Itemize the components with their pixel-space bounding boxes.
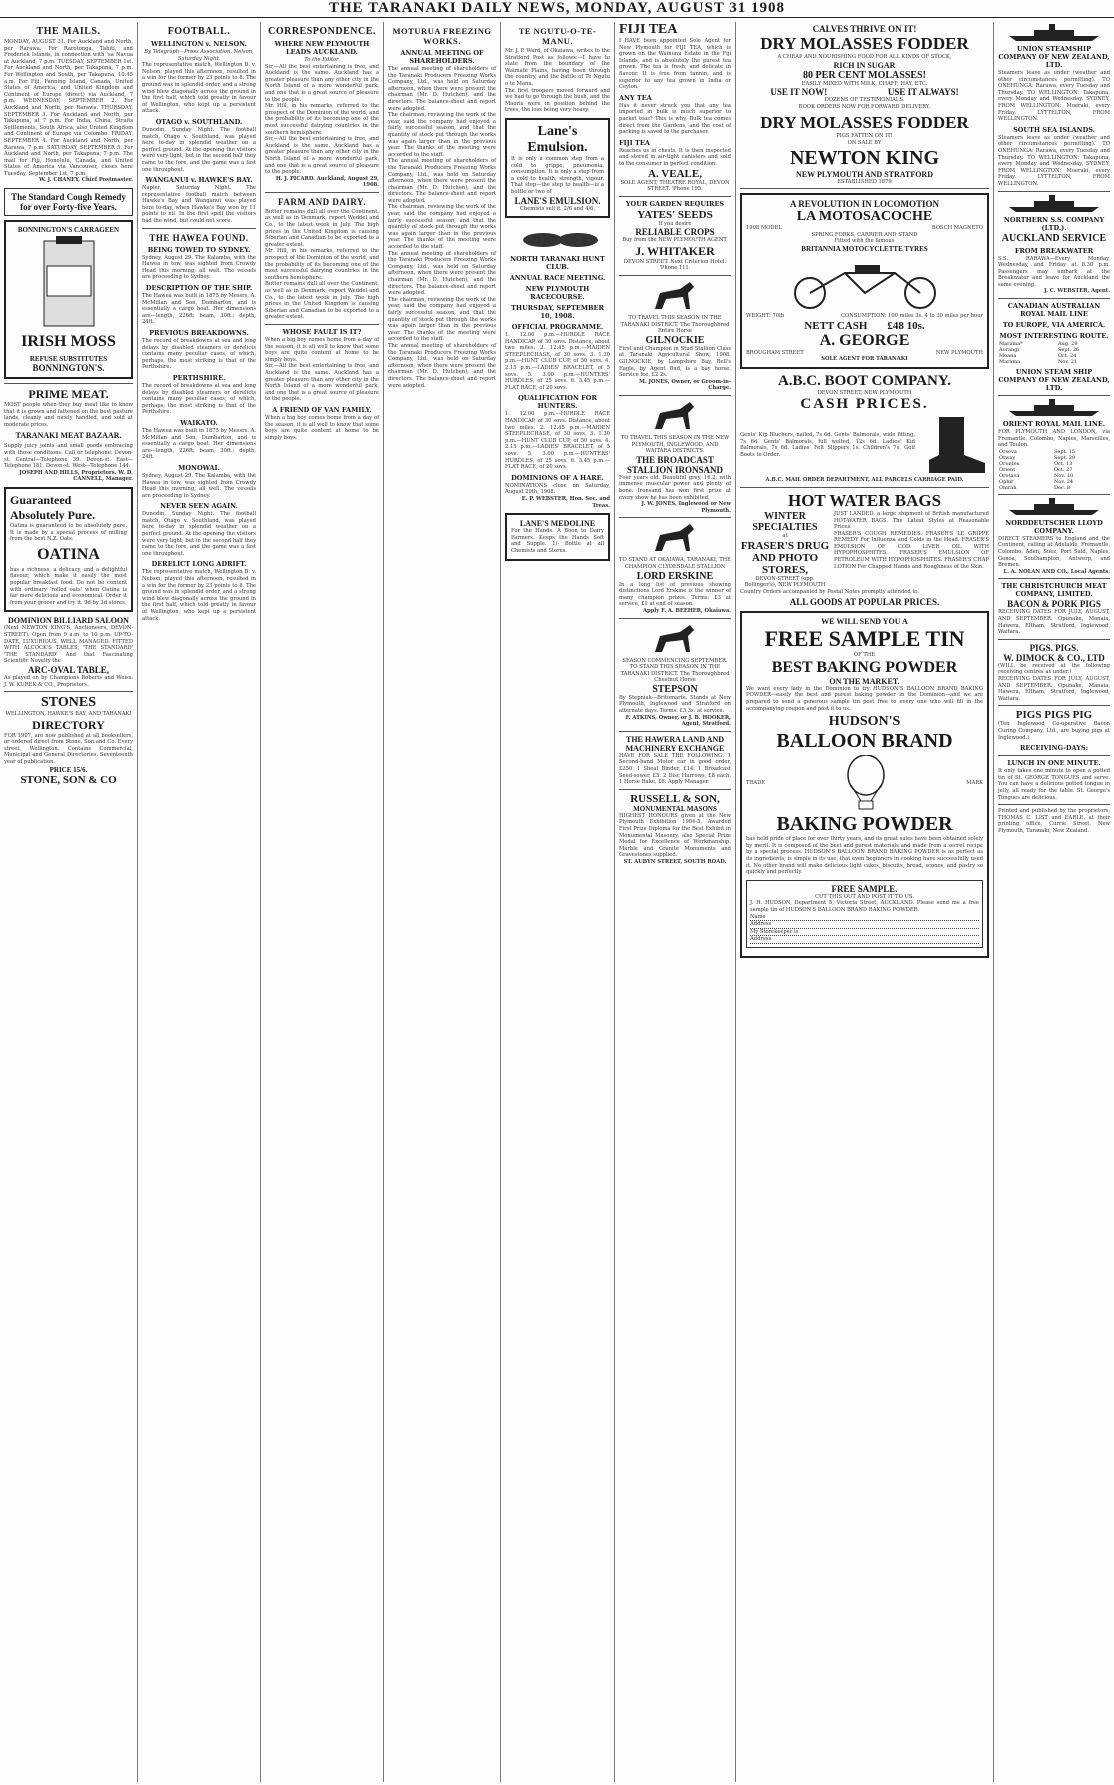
correspondence-text-1: Sir,—All the best entertaining is free, and Auckland is the same. Auckland has a greater pleasure than any other city in the North Island of a more wonderful park, and one that is a great source of pleasure to the people. <box>265 63 379 103</box>
any-tea-text: Has it never struck you that any tea imported in bulk is much superior to packet teas? This is why. Bulk tea comes direct from the Gardens, and the cost of packing is saved to the purchaser. <box>619 102 731 136</box>
football-text-2: Dunedin, Sunday Night. The football match, Otago v. Southland, was played here to-day in splendid weather on a perfect ground. At the opening the visitors were very light, but in the second half they came to the fore, and the game was a fast one throughout. <box>142 126 256 173</box>
whitaker-name: J. WHITAKER <box>635 243 715 258</box>
lanes-emulsion-title: Lane's Emulsion. <box>527 123 588 155</box>
clydesdale-icon <box>650 521 700 555</box>
calves-thrive: CALVES THRIVE ON IT! <box>812 24 917 34</box>
mails-heading: THE MAILS. <box>36 26 101 37</box>
south-seas: SOUTH SEA ISLANDS. <box>1013 125 1095 134</box>
george-city: NEW PLYMOUTH <box>935 349 983 356</box>
column-correspondence <box>261 22 384 1782</box>
stepson-text: By Stepniak—Britomarte. Stands at New Plymouth, Inglewood and Stratford on alternate days. Terms: £3 3s. at service. <box>619 694 731 715</box>
waikato-heading: WAIKATO. <box>180 418 218 427</box>
orient-row <box>998 485 1110 491</box>
billiard-text: (Next NEWTON KING'S, Auctioneers, DEVON-STREET). Open from 9 a.m. to 10 p.m. UP-TO-DATE, LUXURIOUS, WELL MANAGED. FITTED WITH ALCOCK'S TABLES, 'THE STANDARD' 'THE STANDARD' And that Fascinating Scientific Novelty the <box>4 625 133 665</box>
use-it-now: USE IT NOW! <box>770 87 828 98</box>
stone-son-footer: STONE, SON & CO <box>20 773 117 786</box>
dmf-sub: A CHEAP AND NOURISHING FOOD FOR ALL KINDS OF STOCK, <box>777 54 952 60</box>
abc-boot-company: A.B.C. BOOT COMPANY. <box>777 372 952 389</box>
orient-row-cell: Orontes <box>999 460 1020 467</box>
abc-mail: A.B.C. MAIL ORDER DEPARTMENT, ALL PARCELS CARRIAGE PAID. <box>765 477 964 484</box>
column-ads <box>736 22 994 1782</box>
billiard-heading: DOMINION BILLIARD SALOON <box>8 616 129 626</box>
popular-prices: ALL GOODS AT POPULAR PRICES. <box>789 597 940 608</box>
correspondence-sign: H. J. PICARD. Auckland, August 29, 1908. <box>275 175 379 189</box>
on-sale-by: ON SALE BY <box>847 139 882 146</box>
canadian-row-cell: Aorangi <box>999 347 1020 354</box>
orient-row-cell: Ophir <box>999 478 1014 485</box>
friend-heading: A FRIEND OF VAN FAMILY. <box>272 405 372 414</box>
moturua-text-4: The chairman, reviewing the work of the year, said the company had enjoyed a fairly successful season, and that the quantity of stock put through the works was again larger than in the previous year. The thanks of the meeting were accorded to the staff. <box>388 204 496 251</box>
column-fiji-stallions <box>615 22 736 1782</box>
orient-row-cell: Nov. 24 <box>1053 478 1074 485</box>
whose-fault-text-2: Sir,—All the best entertaining is free, and Auckland is the same. Auckland has a greater pleasure than any other city in the North Island of a more wonderful park, and one that is a great source of pleasure to the people. <box>265 363 379 403</box>
hawera-exchange: THE HAWERA LAND AND MACHINERY EXCHANGE <box>625 734 725 753</box>
orient-row-cell: Orsova <box>999 448 1017 455</box>
stepson: STEPSON <box>652 683 698 695</box>
correspondence-sub: WHERE NEW PLYMOUTH LEADS AUCKLAND. <box>274 40 370 56</box>
farm-text-1: Butter remains dull all over the Continent, as well as in Denmark, report Weddel and Co., to the latest week in July. The high prices in the United Kingdom is causing Siberian and Canadian to be exported to a greater extent. <box>265 208 379 248</box>
stallion-3-heading: TO STAND AT OKAIAWA, TARANAKI, THE CHAMPION CLYDESDALE STALLION <box>619 557 731 570</box>
coupon-grocer-address-field[interactable]: Address <box>750 936 979 944</box>
veale-name: A. VEALE, <box>648 167 702 180</box>
union-steamship-text: Steamers leave as under (weather and other circumstances permitting). TO ONEHUNGA: Rarawa, every Tuesday and Thursday. TO WELLINGTON: Takapuna, every Monday and Wednesday. SYDNEY, FROM WELLINGTON: Moeraki, every Friday. LYTTELTON, FROM WELLINGTON. <box>998 70 1110 123</box>
from-breakwater: FROM BREAKWATER <box>1014 246 1094 255</box>
free-sample-tin: FREE SAMPLE TIN <box>764 626 965 652</box>
hot-water-text: JUST LANDED, a large shipment of British manufactured HOT-WATER BAGS. The Latest Styles at Reasonable Prices. <box>834 510 989 531</box>
canadian-row-cell: Nov. 21 <box>1057 359 1078 366</box>
orient-row-cell: Oct. 27 <box>1053 466 1073 473</box>
hunt-club-place: NEW PLYMOUTH RACECOURSE. <box>525 285 590 302</box>
stallion-icon-2 <box>650 399 700 433</box>
northern-ss-heading: NORTHERN S.S. COMPANY (LTD.). <box>1003 215 1105 232</box>
stallion-2-heading: TO TRAVEL THIS SEASON IN THE NEW PLYMOUTH, INGLEWOOD, AND WAITARA DISTRICTS. <box>620 435 730 455</box>
orient-heading: ORIENT ROYAL MAIL LINE. <box>1002 420 1106 429</box>
dimock-text: (WILL be received at the following receiving centres as under.) <box>998 662 1110 676</box>
newton-king: NEWTON KING <box>789 146 940 169</box>
lanes-price: Chemists sell it. 2/6 and 4/6. <box>519 205 596 212</box>
directory-price: PRICE 15/6. <box>49 765 88 774</box>
orient-row-cell: Sept. 15 <box>1053 448 1076 455</box>
erskine-sign: Apply F. A. BEEHER, Okaiawa. <box>643 607 731 614</box>
moto-weight: WEIGHT: 70lb <box>746 312 785 319</box>
moturua-text-6: The chairman, reviewing the work of the year, said the company had enjoyed a fairly successful season, and that the quantity of stock put through the works was again larger than in the previous year. The thanks of the meeting were accorded to the staff. <box>388 296 496 343</box>
garden-requires: YOUR GARDEN REQUIRES <box>625 199 725 208</box>
boot-list: Gents' Kip Bluchers, nailed, 7s 6d. Gents' Balmorals, wide fitting, 7s 6d. Gents' Balmorals, full welted, 12s 6d. Ladies' Kid Balmorals, 7s 6d. Ladies' Felt Slippers 1s. Children's 7s. Golf Boots to Order. <box>740 432 915 458</box>
hawea-heading: THE HAWEA FOUND. <box>149 232 249 243</box>
coupon-sub: CUT THIS OUT AND POST IT TO US. <box>815 893 914 900</box>
prime-meat-heading: PRIME MEAT. <box>28 387 109 402</box>
gilnockie-sign: M. JONES, Owner, or Groom-in-Charge. <box>639 378 731 392</box>
stones-sub: WELLINGTON, HAWKE'S BAY, AND TARANAKI <box>5 711 132 718</box>
lanes-text: It is only a common step from a cold to grippe, pneumonia, consumption. It is only a step from a cold to health, strength, vigour. That step—the step to health—is a bottle or two of <box>511 155 604 195</box>
motosacoche-ad <box>740 193 989 369</box>
moto-spring: SPRING FORKS, CARRIER AND STAND <box>811 231 918 238</box>
dry-molasses-fodder: DRY MOLASSES FODDER <box>760 34 969 53</box>
a-george: A. GEORGE <box>819 331 910 349</box>
russell-address: ST. AUBYN STREET, SOUTH ROAD. <box>623 858 727 865</box>
frasers-list: FRASER'S COUGH REMEDIES. FRASER'S LE GRIPPE REMEDY For Influenza and Colds in the Head. FRASER'S EMULSION OF COD LIVER OIL WITH HYPOPHOSPHITES. FRASER'S EMULSION OF PETROLEUM WITH HYPOPHOSPHITES. FRASER'S CHAP LOTION For Chapped Hands and Roughness of the Skin. <box>834 530 989 570</box>
coupon-text: J. H. HUDSON, Department 5, Victoria Street, AUCKLAND. Please send me a free sample tin of HUDSON'S BALLOON BRAND BAKING POWDER. <box>750 900 979 913</box>
perthshire-text: The record of breakdowns at sea and long delays by disabled steamers or derelicts contains many peculiar cases, of which, perhaps, the most striking is that of the Perthshire. <box>142 382 256 416</box>
coupon[interactable] <box>746 880 983 948</box>
hunt-club-date: THURSDAY, SEPTEMBER 10, 1908. <box>511 304 604 321</box>
coupon-heading: FREE SAMPLE. <box>831 883 898 894</box>
veale-sub: SOLE AGENT, THEATRE ROYAL, DEVON STREET. 'Phone 195. <box>620 179 730 193</box>
orient-row-cell: Sept. 29 <box>1053 454 1076 461</box>
correspondence-heading: CORRESPONDENCE. <box>268 26 376 37</box>
newton-king-place: NEW PLYMOUTH AND STRATFORD <box>796 169 933 179</box>
previous-text: The record of breakdowns at sea and long delays by disabled steamers or derelicts contains many peculiar cases, of which, perhaps, the most striking is that of the Perthshire. <box>142 338 256 371</box>
refuse-substitutes: REFUSE SUBSTITUTES <box>29 355 108 364</box>
buy-from: Buy from the NEW PLYMOUTH AGENT, <box>622 237 728 244</box>
directory-heading: DIRECTORY <box>32 717 105 732</box>
balloon-brand: BALLOON BRAND <box>776 730 953 753</box>
orient-row-cell: Orotava <box>999 472 1020 479</box>
winter-specialties: WINTER SPECIALTIES <box>752 510 818 533</box>
steamship-icon-4 <box>1004 498 1104 516</box>
canadian-row-cell: Oct. 24 <box>1057 353 1077 360</box>
ngutu-heading: TE NGUTU-O-TE-MANU. <box>518 26 597 46</box>
dimock: W. DIMOCK & CO., LTD <box>1003 652 1105 663</box>
bazaar-text: Supply juicy joints and small goods embracing with those conditions. Call or telephone: Devon-st. Central—Telephone 39. Devon-st. East—Telephone 181. Devon-st. West—Telephone 144. <box>4 443 133 470</box>
auckland-service: AUCKLAND SERVICE <box>1001 232 1107 244</box>
qualification-text: 1. 12.00 p.m.—HURDLE RACE HANDICAP, of 30 sovs. Distance, about two miles. 2. 12.45 p.m.—MAIDEN STEEPLECHASE, of 30 sovs. 3. 1.30 p.m.—HUNT CLUB CUP, of 50 sovs. 4. 2.15 p.m.—LADIES' BRACELET, of 5 sovs. 5. 3.00 p.m.—HUNTERS' HURDLES, of 25 sovs. 6. 3.45 p.m.—FLAT RACE, of 20 sovs. <box>505 411 610 471</box>
nominations: NOMINATIONS close on Saturday, August 29th, 1908. <box>505 482 610 496</box>
northern-ss-text: S.S. RARAWA—Every Monday, Wednesday, and Friday at 8.30 p.m. Passengers may embark at the Breakwater and leave for Auckland the same evening. <box>998 255 1110 288</box>
nolan-agents: L. A. NOLAN AND CO., Local Agents. <box>1003 568 1110 575</box>
oatina-text-2: has a richness, a delicacy, and a delightful flavour, which make it easily the most popular breakfast food. Do not be content with ordinary 'rolled oats' when Oatina is far more delicious and economical. Order it from your grocer and try it. 9d by 3d stores. <box>10 566 127 606</box>
abc-address: DEVON STREET, NEW PLYMOUTH <box>817 389 912 396</box>
frasers-address: DEVON-STREET (opp. Bollinger's), NEW PLYMOUTH <box>744 575 826 589</box>
union-nz: UNION STEAM SHIP COMPANY OF NEW ZEALAND, LTD. <box>998 368 1110 393</box>
waikato-text: The Hawea was built in 1875 by Messrs. A. McMillan and Son, Dumbarton, and is essentially a cargo boat. Her dimensions are—length, 226ft; beam, 30ft.; depth, 24ft. <box>142 427 256 461</box>
horse-race-illustration-icon <box>508 222 608 252</box>
printed-by: Printed and published by the proprietors, THOMAS C. LIST and EARLE, at their printing office, Currie Street, New Plymouth, Taranaki, New Zealand. <box>998 808 1110 834</box>
at: at <box>782 532 788 539</box>
hunt-club-text: 1. 12.00 p.m.—HURDLE RACE HANDICAP, of 30 sovs. Distance, about two miles. 2. 12.45 p.m.—MAIDEN STEEPLECHASE, of 30 sovs. 3. 1.30 p.m.—HUNT CLUB CUP, of 50 sovs. 4. 2.15 p.m.—LADIES' BRACELET, of 5 sovs. 5. 3.00 p.m.—HUNTERS' HURDLES, of 25 sovs. 6. 3.45 p.m.—FLAT RACE, of 20 sovs. <box>505 332 610 391</box>
qualification-heading: QUALIFICATION FOR HUNTERS. <box>518 394 597 411</box>
monowai-heading: MONOWAI. <box>178 463 220 472</box>
coupon-grocer-field[interactable]: My Storekeeper is <box>750 929 979 937</box>
description-text: The Hawea was built in 1875 by Messrs. A. McMillan and Son, Dumbarton, and is essentially a cargo boat. Her dimensions are—length, 226ft; beam, 30ft.; depth, 24ft. <box>142 293 256 326</box>
football-text-3: Napier, Saturday Night. The representative football match between Hawke's Bay and Wanganui was played here to-day, when Hawke's Bay won by 11 points to nil. In the first spell the visitors had the wind, but could not score. <box>142 185 256 225</box>
stallion-4-heading: SEASON COMMENCING SEPTEMBER. TO STAND THIS SEASON IN THE TARANAKI DISTRICT. The Thoroughbred Chestnut Horse <box>620 657 730 684</box>
hudsons: HUDSON'S <box>828 714 901 730</box>
canadian-row <box>998 359 1110 365</box>
moturua-text-7: The annual meeting of shareholders of the Taranaki Producers Freezing Works Company, Ltd., was held on Saturday afternoon, when there were present the chairman (Mr. D. Hutchen), and the directors. The balance-sheet and report were adopted. <box>388 342 496 389</box>
orient-row-cell: Nov. 10 <box>1053 472 1074 479</box>
derelict-heading: DERELICT LONG ADRIFT. <box>151 560 247 569</box>
mark: MARK <box>966 779 983 786</box>
bazaar-proprietors: JOSEPH AND HILLS, Proprietors. W. D. CANNELL, Manager. <box>19 469 133 483</box>
lunch-text: It only takes one minute to open a potted tin of St. GEORGE TONGUES and serve. You can have a delicious potted tongue in jelly, all ready for the table. St. George's Tongues are delicious. <box>998 768 1110 801</box>
motosacoche: LA MOTOSACOCHE <box>796 209 933 225</box>
canadian-row-cell: Moana <box>999 353 1017 360</box>
reliable-crops: RELIABLE CROPS <box>635 227 715 238</box>
coupon-name-field[interactable]: Name <box>750 914 979 922</box>
steamship-icon-3 <box>1004 399 1104 417</box>
lord-erskine: LORD ERSKINE <box>636 570 714 582</box>
moto-price: £48 10s. <box>887 319 925 332</box>
boot-icon <box>919 415 989 475</box>
derelict-text: The representative match, Wellington B. v. Nelson, played this afternoon, resulted in a win for the former by 23 points to 8. The ground was in splendid order, and a strong wind blew diagonally across the ground in the first half, which told greatly in favour of Wellington, who kept up a persistent attack. <box>142 569 256 622</box>
lanes-emulsion-ad <box>505 118 610 218</box>
correspondence-text-2: Mr. Hill, in his remarks, referred to the prospect of the Dominion of the world, and the probability of its becoming one of the most successful dairying countries in the southern hemisphere. <box>265 103 379 136</box>
to-editor: To the Editor. <box>304 57 340 63</box>
irish-moss-bottle-icon <box>14 236 124 331</box>
farm-text-3: Butter remains dull all over the Continent, as well as in Denmark, report Weddel and Co., to the latest week in July. The high prices in the United Kingdom is causing Siberian and Canadian to be exported to a greater extent. <box>265 281 379 321</box>
whose-fault-heading: WHOSE FAULT IS IT? <box>282 327 362 336</box>
moto-fitted: Fitted with the famous <box>834 238 895 245</box>
farm-text-2: Mr. Hill, in his remarks, referred to the prospect of the Dominion of the world, and the probability of its becoming one of the most successful dairying countries in the southern hemisphere. <box>265 248 379 281</box>
description-heading: DESCRIPTION OF THE SHIP. <box>145 284 253 293</box>
russell-text: HIGHEST HONOURS given at the New Plymouth Exhibition 1904-5. Awarded First Prize Diploma for the Best Exhibit in Monumental Masonry, also Special Prize Medal for Excellence of Workmanship. Marble and Granite Monuments and Gravestones supplied. <box>619 812 731 859</box>
stones-heading: STONES <box>41 695 96 711</box>
hudson-text-2: has held pride of place for over thirty years, and its great sales have been obtained solely by merit. It is composed of the best and purest materials and made from a secret recipe by a special process. HUDSON'S BALLOON BRAND BAKING POWDER is as perfect as its ingredients, is simple in its use, that even beginners in cooking have successfully used it. No other brand will make delicious light cakes, biscuits, bread, scones, and pastry so quickly and perfectly. <box>746 836 983 876</box>
nett-cash: NETT CASH <box>804 319 868 332</box>
hudson-ad <box>740 611 989 958</box>
any-tea-heading: ANY TEA <box>619 93 652 102</box>
orient-schedule-table <box>998 449 1110 491</box>
moto-magneto: BOSCH MAGNETO <box>931 225 983 232</box>
most-interesting: MOST INTERESTING ROUTE. <box>999 332 1109 341</box>
south-seas-text: Steamers leave as under (weather and other circumstances permitting). TO ONEHUNGA: Rarawa, every Tuesday and Thursday. TO WELLINGTON: Takapuna, every Monday and Wednesday. SYDNEY, FROM WELLINGTON: Moeraki, every Friday. LYTTELTON, FROM WELLINGTON. <box>998 134 1110 187</box>
erskine-text: In a long list of previous showing distinctions Lord Erskine is the winner of many champion prizes. Terms: £3 at service, £1 at end of season. <box>619 581 731 608</box>
book-orders: BOOK ORDERS NOW FOR FORWARD DELIVERY. <box>798 103 931 110</box>
hudson-text: We want every lady in the Dominion to try HUDSON'S BALLOON BRAND BAKING POWDER—easily the best and purest baking powder in the Dominion—and we are prepared to send a generous sample tin post free to every one who will fill in the accompanying coupon and post it to us. <box>746 685 983 712</box>
orient-row-cell: Dec. 8 <box>1053 484 1071 491</box>
orient-row-cell: Otway <box>999 454 1016 461</box>
use-it-row <box>740 87 989 97</box>
column-moturua <box>384 22 501 1782</box>
medoline-text: For the Hands. A Boon to Dairy Farmers. Keeps the Hands Soft and Supple. 1/- Bottle at all Chemists and Stores. <box>511 528 604 554</box>
moto-model: 1908 MODEL <box>746 225 782 232</box>
established: ESTABLISHED 1879 <box>837 178 892 185</box>
lanes-emulsion-name: LANE'S EMULSION. <box>514 195 601 206</box>
george-street: BROUGHAM STREET <box>746 349 804 356</box>
whose-fault-text: When a big boy comes home from a day of the season, it is all well to know that some boys are quite content at home to be simply boys. <box>265 336 379 363</box>
lunch-heading: LUNCH IN ONE MINUTE. <box>1007 759 1101 768</box>
previous-breakdowns: PREVIOUS BREAKDOWNS. <box>149 329 249 337</box>
if-you-desire: If you desire <box>658 220 692 227</box>
fiji-tea-heading-2: FIJI TEA <box>619 138 650 147</box>
stallion-1-heading: TO TRAVEL THIS SEASON IN THE TARANAKI DISTRICT. The Thoroughbred Entire Horse <box>620 315 730 335</box>
dozens-testimonials: DOZENS OF TESTIMONIALS. <box>824 97 905 104</box>
canadian-row-cell: Marama* <box>999 341 1023 348</box>
easily-mixed: EASILY MIXED WITH MILK, CHAFF, HAY, ETC. <box>801 80 928 87</box>
ngutu-text-1: Mr. J. P. Ward, of Okaiawa, writes to the Stratford Post as follows:—I have to state from the boundary of the Waimate Plains, having been through the country, and the battle of Te Ngutu o te Manu. <box>505 48 610 87</box>
ironsand-text: Four years old. Beautiful grey, 16.2, with immense muscular power and plenty of bone. Ironsand has won first prize at every show he has been exhibited. <box>619 474 731 501</box>
dominions-heading: DOMINIONS OF A HARE. <box>511 473 604 482</box>
never-seen-text: Dunedin, Sunday Night. The football match, Otago v. Southland, was played here to-day in splendid weather on a perfect ground. At the opening the visitors were very light, but in the second half they came to the fore, and the game was a fast one throughout. <box>142 511 256 557</box>
fiji-tea-text: I HAVE been appointed Sole Agent for New Plymouth for FIJI TEA, which is grown on the Wainunu Estate in the Fiji Islands, and is absolutely the purest tea grown. The tea is fresh, and delicate in flavour. It is free from tannin, and is superior to any tea grown in India or Ceylon. <box>619 38 731 91</box>
oatina-title: OATINA <box>37 545 100 563</box>
canadian-heading: CANADIAN AUSTRALIAN ROYAL MAIL LINE <box>1007 302 1101 319</box>
revolution: A REVOLUTION IN LOCOMOTION <box>789 199 940 210</box>
trade: TRADE <box>746 779 766 786</box>
frasers-stores: FRASER'S DRUG AND PHOTO STORES, <box>740 539 830 576</box>
hawea-text: Sydney, August 29. The Kalamba, with the Hawea in tow, was sighted from Crowdy Head this morning; all well. The vessels are proceeding to Sydney. <box>142 254 256 281</box>
baking-powder: BAKING POWDER <box>776 813 953 836</box>
we-will-send: WE WILL SEND YOU A <box>821 617 908 627</box>
moto-tyres: BRITANNIA MOTOCYCLETTE TYRES <box>801 244 928 253</box>
webster-agent: J. C. WEBSTER, Agent. <box>1044 288 1110 295</box>
telegraph-line: By Telegraph—Press Association. Nelson, Saturday Night. <box>144 49 254 62</box>
moturua-sub: ANNUAL MEETING OF SHAREHOLDERS. <box>400 49 484 65</box>
arc-oval-table: ARC-OVAL TABLE, <box>27 664 110 675</box>
whitaker-sub: DEVON STREET. Next Criterion Hotel. 'Phone 111. <box>623 258 727 272</box>
oatina-text: Oatina is guaranteed to be absolutely pure. It is made by a special process of milling from the best N.Z. Oats. <box>10 523 127 543</box>
wellington-nelson: WELLINGTON v. NELSON. <box>151 40 247 48</box>
bacon-pork-pigs: BACON & PORK PIGS <box>1007 599 1101 610</box>
percent-molasses: 80 PER CENT MOLASSES! <box>803 69 926 81</box>
balloon-icon <box>843 755 889 811</box>
monumental-masons: MONUMENTAL MASONS <box>633 804 717 813</box>
hunt-sign: E. P. WEBSTER, Hon. Sec. and Treas. <box>521 495 610 509</box>
hot-water-bags: HOT WATER BAGS <box>787 490 942 510</box>
george-agent: SOLE AGENT FOR TARANAKI <box>821 356 908 363</box>
orient-sub: FOR PLYMOUTH AND LONDON, via Fremantle, Colombo, Naples, Marseilles, and Toulon. <box>998 429 1110 449</box>
fiji-tea-text-2: Reaches us in chests. It is then inspected and stored in air-tight canisters and sold to the consumer in perfect condition. <box>619 147 731 167</box>
pigs-fatten: PIGS FATTEN ON IT! <box>836 133 893 140</box>
best-baking-powder: BEST BAKING POWDER <box>771 658 958 676</box>
meat-bazaar-heading: TARANAKI MEAT BAZAAR. <box>15 431 122 441</box>
friend-text: When a big boy comes home from a day of the season, it is all well to know that some boys are quite content at home to be simply boys. <box>265 414 379 441</box>
column-shipping <box>994 22 1114 1782</box>
farm-dairy-heading: FARM AND DAIRY. <box>278 196 366 207</box>
moturua-text-3: The annual meeting of shareholders of the Taranaki Producers Freezing Works Company, Ltd., was held on Saturday afternoon, when there were present the chairman (Mr. D. Hutchen), and the directors. The balance-sheet and report were adopted. <box>388 158 496 204</box>
masthead: THE TARANAKI DAILY NEWS, MONDAY, AUGUST 31 1908 <box>0 0 1114 18</box>
dry-molasses-fodder-2: DRY MOLASSES FODDER <box>760 113 969 133</box>
bonnington-footer: BONNINGTON'S. <box>32 363 105 374</box>
moturua-text-5: The annual meeting of shareholders of the Taranaki Producers Freezing Works Company, Ltd., was held on Saturday afternoon, when there were present the chairman (Mr. D. Hutchen), and the directors. The balance-sheet and report were adopted. <box>388 250 496 297</box>
column-ngutu <box>501 22 615 1782</box>
ironsand-sign: J. W. JONES, Inglewood or New Plymouth. <box>641 501 731 514</box>
russell-son: RUSSELL & SON, <box>630 792 720 805</box>
gilnockie-text: First and Champion in Stud Stallion Class at Taranaki Agricultural Show, 1908. GILNOCKIE, by Lampshire Bay, Bell's Eagle, by Agent Bud, is a bay horse. Service fee, £2 2s. <box>619 345 731 379</box>
billiard-footer: As played on by Champions Roberts and Weiss. J. W. KUREK & CO., Proprietors. <box>4 674 133 688</box>
stallion-icon <box>650 279 700 313</box>
motorcycle-icon <box>765 255 965 311</box>
canadian-row-cell: Aug. 29 <box>1057 341 1078 348</box>
football-heading: FOOTBALL. <box>167 26 231 37</box>
irish-moss-ad <box>4 220 133 379</box>
cough-heading: The Standard Cough Remedy for over Forty-five Years. <box>11 192 126 213</box>
steamship-icon-2 <box>1004 195 1104 213</box>
column-football <box>138 22 261 1782</box>
cough-remedy-ad <box>4 188 133 216</box>
moturua-text-2: The chairman, reviewing the work of the year, said the company had enjoyed a fairly successful season, and that the quantity of stock put through the works was again larger than in the previous year. The thanks of the meeting were accorded to the staff. <box>388 112 496 158</box>
pigs-pigs: PIGS. PIGS. <box>1029 642 1079 653</box>
oatina-ad <box>4 487 133 612</box>
medoline-ad <box>505 513 610 560</box>
monowai-text: Sydney, August 29. The Kalamba, with the Hawea in tow, was sighted from Crowdy Head this morning; all well. The vessels are proceeding to Sydney. <box>142 472 256 499</box>
cash-prices: CASH PRICES. <box>800 396 929 413</box>
bacon-text: RECEIVING DATES FOR JULY, AUGUST, AND SEPTEMBER. Opunake, Manaia, Hawera, Eltham, Stratford, Inglewood, Waitara. <box>998 609 1110 636</box>
hunt-club-programme: OFFICIAL PROGRAMME. <box>511 323 604 332</box>
irish-moss-title: IRISH MOSS <box>21 333 116 351</box>
moturua-heading: MOTURUA FREEZING WORKS. <box>392 26 492 46</box>
moto-consumption: CONSUMPTION: 100 miles 3s. 4 to 30 miles per hour <box>841 312 983 319</box>
norddeutscher-heading: NORDDEUTSCHER LLOYD COMPANY. <box>1005 518 1103 535</box>
canadian-schedule-table <box>998 341 1110 365</box>
ngutu-text-2: The first troopers moved forward and we had to go through the bush, and the Maoris were in position behind the trees, the loss being very heavy. <box>505 87 610 114</box>
hawera-text: HAVE FOR SALE THE FOLLOWING: 1 Second-hand Motor car in good order, £250. 1 Sheaf Binder, £14. 1 Broadcast Seed-sower, £5. 2 Disc Harrows, £8 each. 1 Horse Rake, £6. Apply Manager. <box>619 752 731 786</box>
column-mails-ads <box>0 22 138 1782</box>
gilnockie: GILNOCKIE <box>645 334 705 346</box>
wanganui-hawkes-bay: WANGANUI v. HAWKE'S BAY. <box>145 176 253 185</box>
medoline-title: LANE'S MEDOLINE <box>519 519 596 529</box>
orient-row-cell: Orient <box>999 466 1016 473</box>
dimock-list: RECEIVING DATES FOR JULY, AUGUST, AND SEPTEMBER. Opunake, Manaia, Hawera, Eltham, Stratford, Inglewood, Waitara. <box>998 675 1110 702</box>
orient-row-cell: Omrah <box>999 484 1017 491</box>
canadian-row-cell: Marama <box>999 359 1021 366</box>
stepson-sign: F. ATKINS, Owner, or J. B. HOOKER, Agent, Stratford. <box>625 714 731 728</box>
coupon-address-field[interactable]: Address <box>750 921 979 929</box>
football-text-1: The representative match, Wellington B. v. Nelson, played this afternoon, resulted in a win for the former by 23 points to 8. The ground was in splendid order, and a strong wind blew diagonally across the ground in the first half, which told greatly in favour of Wellington, who kept up a persistent attack. <box>142 62 256 115</box>
norddeutscher-text: DIRECT STEAMERS to England and the Continent, calling at Adelaide, Fremantle, Colombo, Aden, Suez, Port Said, Naples, Genoa, Southampton, Antwerp, and Bremen. <box>998 535 1110 569</box>
steamship-icon <box>1004 24 1104 42</box>
canadian-row-cell: Sept. 26 <box>1057 347 1080 354</box>
hunt-club-heading: NORTH TARANAKI HUNT CLUB. <box>510 255 605 272</box>
postmaster: W. J. CHANEY, Chief Postmaster. <box>39 177 133 184</box>
meat-text: MOST people when they buy meat like to know that it is grown and fattened on the best pasture lands, cleanly and nicely handled, and sold at moderate prices. <box>4 402 133 428</box>
to-europe: TO EUROPE, VIA AMERICA. <box>1002 321 1106 330</box>
yates-seeds: YATES' SEEDS <box>637 208 713 221</box>
chestnut-horse-icon <box>650 622 700 656</box>
mails-text: MONDAY, AUGUST 31. For Auckland and North, per Rarawa. For Rarotonga, Tahiti, and Frederick Islands, in connection with 'sa Navua at Auckland, 7 p.m. TUESDAY, SEPTEMBER 1st. For Auckland and North, per Takapuna, 7 p.m. For Wellington and South, per Takapuna, 10.45 a.m. For Fiji, Fanning Island, Canada, United States of America, and United Kingdom and Continent of Europe (direct) via Auckland, 7 p.m. WEDNESDAY, SEPTEMBER 2. For Auckland and North, per Rarawa. THURSDAY, SEPTEMBER 3. For Auckland and North, per Takapuna, at 7 p.m. For India, China, Straits Settlements, South Africa, also United Kingdom and Continent of Europe via Colombo. FRIDAY, SEPTEMBER 4. For Auckland and North, per Rarawa, 7 p.m. SATURDAY, SEPTEMBER 5. For Auckland and North, per Takapuna, 7 p.m. The mail for Fiji, Honolulu, Canada, and United States of America via Vancouver, closes here Tuesday, September 1st, 7 p.m. <box>4 39 133 177</box>
rich-in-sugar: RICH IN SUGAR <box>833 60 896 70</box>
perthshire-heading: PERTHSHIRE. <box>172 373 226 382</box>
pigs-pigs-pig: PIGS PIGS PIG <box>1015 709 1093 722</box>
union-steamship-heading: UNION STEAMSHIP COMPANY OF NEW ZEALAND, LTD. <box>998 45 1110 69</box>
correspondence-text-3: Sir,—All the best entertaining is free, and Auckland is the same. Auckland has a greater pleasure than any other city in the North Island of a more wonderful park, and one that is a great source of pleasure to the people. <box>265 136 379 176</box>
hunt-club-sub: ANNUAL RACE MEETING. <box>509 274 606 283</box>
fiji-tea-heading: FIJI TEA <box>619 22 678 37</box>
carrageen-brand: BONNINGTON'S CARRAGEEN <box>17 226 120 235</box>
otago-southland: OTAGO v. SOUTHLAND. <box>155 117 243 126</box>
ironsand: THE BROADCAST STALLION IRONSAND <box>626 454 724 475</box>
never-seen-heading: NEVER SEEN AGAIN. <box>160 502 238 511</box>
use-it-always: USE IT ALWAYS! <box>887 87 959 98</box>
christchurch-meat: THE CHRISTCHURCH MEAT COMPANY, LIMITED. <box>1001 582 1107 599</box>
country-orders: Country Orders accompanied by Postal Notes promptly attended to. <box>740 588 920 595</box>
receiving-days: RECEIVING-DAYS: <box>1019 744 1088 753</box>
directory-text: FOR 1907, are now published at all booksellers, or ordered direct from Stone, Son and Co. Every street, Wellington. Contains Commercial, Municipal and General Directories. Seventeenth year of publication. <box>4 732 133 766</box>
moturua-text-1: The annual meeting of shareholders of the Taranaki Producers Freezing Works Company, Ltd., was held on Saturday afternoon, when there were present the chairman (Mr. D. Hutchen), and the directors. The balance-sheet and report were adopted. <box>388 66 496 112</box>
guaranteed-pure: Guaranteed Absolutely Pure. <box>10 493 96 522</box>
hawea-sub: BEING TOWED TO SYDNEY. <box>147 245 251 254</box>
coop-text: (Ten Inglewood Co-operative Bacon Curing Company, Ltd., are buying pigs at Inglewood.) <box>998 721 1110 741</box>
orient-row-cell: Oct. 13 <box>1053 460 1073 467</box>
of-the: OF THE <box>853 652 876 659</box>
on-the-market: ON THE MARKET. <box>829 676 900 686</box>
